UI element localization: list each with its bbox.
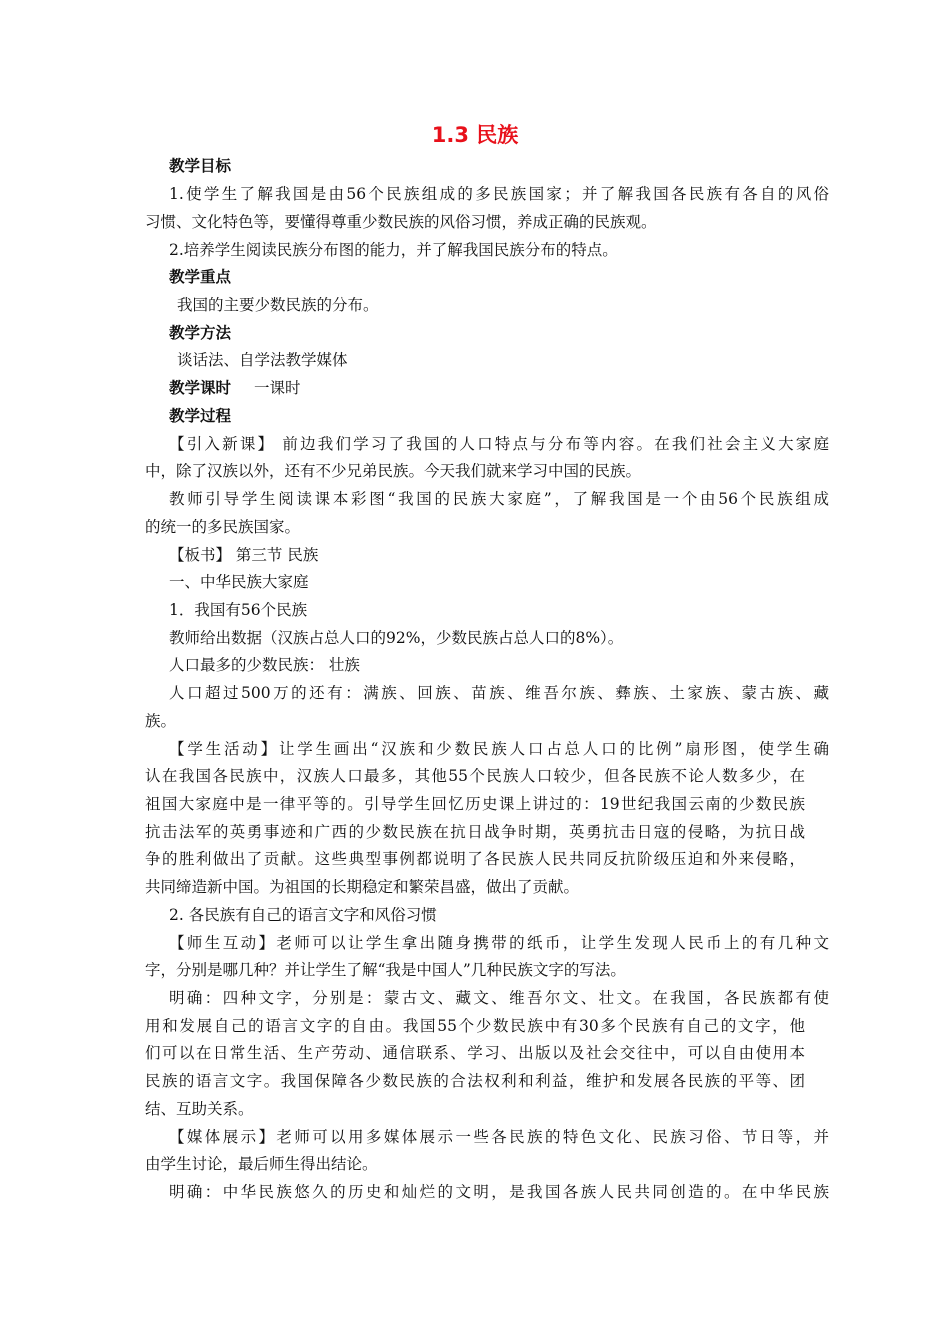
paragraph-line: 1.使学生了解我国是由56个民族组成的多民族国家；并了解我国各民族有各自的风俗 [169,185,829,203]
paragraph-line: 的统一的多民族国家。 [145,518,301,536]
class-hours-value: 一课时 [254,379,301,397]
paragraph-line: 一、中华民族大家庭 [169,573,309,591]
page-title: 1.3 民族 [431,123,519,147]
paragraph-line: 明确：中华民族悠久的历史和灿烂的文明，是我国各族人民共同创造的。在中华民族 [169,1183,829,1201]
paragraph-line: 人口超过500万的还有：满族、回族、苗族、维吾尔族、彝族、土家族、蒙古族、藏 [169,684,829,702]
paragraph-line: 认在我国各民族中，汉族人口最多，其他55个民族人口较少，但各民族不论人数多少，在 [145,767,805,785]
heading-process: 教学过程 [169,407,232,425]
paragraph-line: 教师引导学生阅读课本彩图“我国的民族大家庭”，了解我国是一个由56个民族组成 [169,490,829,508]
paragraph-line: 抗击法军的英勇事迹和广西的少数民族在抗日战争时期，英勇抗击日寇的侵略，为抗日战 [145,823,805,841]
paragraph-line: 由学生讨论，最后师生得出结论。 [145,1155,378,1173]
paragraph-line: 【学生活动】让学生画出“汉族和少数民族人口占总人口的比例”扇形图，使学生确 [169,740,829,758]
paragraph-line: 中，除了汉族以外，还有不少兄弟民族。今天我们就来学习中国的民族。 [145,462,642,480]
heading-objectives: 教学目标 [169,157,232,175]
paragraph-line: 共同缔造新中国。为祖国的长期稳定和繁荣昌盛，做出了贡献。 [145,878,580,896]
paragraph-line: 教师给出数据（汉族占总人口的92%，少数民族占总人口的8%）。 [169,629,624,647]
paragraph-line: 族。 [145,712,177,730]
paragraph-line: 【媒体展示】老师可以用多媒体展示一些各民族的特色文化、民族习俗、节日等，并 [169,1128,829,1146]
paragraph-line: 用和发展自己的语言文字的自由。我国55个少数民族中有30多个民族有自己的文字，他 [145,1017,805,1035]
paragraph-line: 谈话法、自学法教学媒体 [177,351,348,369]
paragraph-line: 字，分别是哪几种？并让学生了解“我是中国人”几种民族文字的写法。 [145,961,626,979]
heading-class-hours: 教学课时 [169,379,232,397]
paragraph-line: 争的胜利做出了贡献。这些典型事例都说明了各民族人民共同反抗阶级压迫和外来侵略， [145,850,805,868]
heading-key-points: 教学重点 [169,268,232,286]
paragraph-line: 2.培养学生阅读民族分布图的能力，并了解我国民族分布的特点。 [169,241,618,259]
paragraph-line: 【师生互动】老师可以让学生拿出随身携带的纸币，让学生发现人民币上的有几种文 [169,934,829,952]
paragraph-line: 1．我国有56个民族 [169,601,308,619]
paragraph-line: 习惯、文化特色等，要懂得尊重少数民族的风俗习惯，养成正确的民族观。 [145,213,657,231]
heading-methods: 教学方法 [169,324,232,342]
paragraph-line: 人口最多的少数民族： 壮族 [169,656,360,674]
paragraph-line: 祖国大家庭中是一律平等的。引导学生回忆历史课上讲过的：19世纪我国云南的少数民族 [145,795,805,813]
paragraph-line: 2. 各民族有自己的语言文字和风俗习惯 [169,906,437,924]
paragraph-line: 【引入新课】 前边我们学习了我国的人口特点与分布等内容。在我们社会主义大家庭 [169,435,829,453]
paragraph-line: 结、互助关系。 [145,1100,254,1118]
paragraph-line: 【板书】 第三节 民族 [169,546,319,564]
paragraph-line: 民族的语言文字。我国保障各少数民族的合法权利和利益，维护和发展各民族的平等、团 [145,1072,805,1090]
paragraph-line: 们可以在日常生活、生产劳动、通信联系、学习、出版以及社会交往中，可以自由使用本 [145,1044,805,1062]
paragraph-line: 明确：四种文字，分别是：蒙古文、藏文、维吾尔文、壮文。在我国，各民族都有使 [169,989,829,1007]
paragraph-line: 我国的主要少数民族的分布。 [177,296,379,314]
